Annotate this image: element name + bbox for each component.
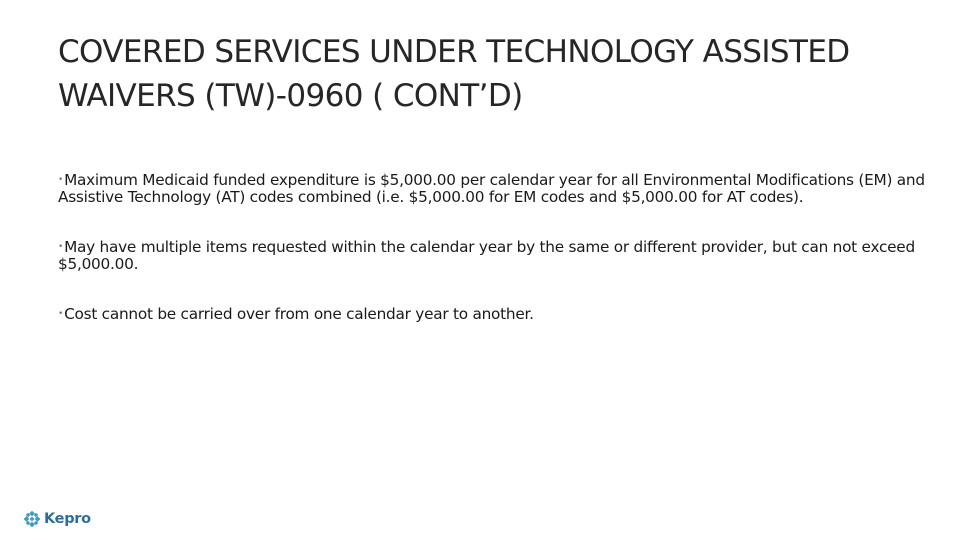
kepro-logo-icon	[24, 511, 40, 527]
bullet-list	[58, 172, 938, 323]
kepro-logo-text: Kepro	[44, 511, 91, 527]
kepro-logo	[24, 510, 91, 528]
bullet-dot-icon: •	[58, 242, 64, 252]
bullet-item	[58, 239, 938, 273]
bullet-text: Cost cannot be carried over from one calendar year to another.	[64, 305, 534, 323]
slide-title: COVERED SERVICES UNDER TECHNOLOGY ASSISTED WAIVERS (TW)-0960 ( CONT’D)	[58, 34, 850, 114]
bullet-dot-icon: •	[58, 175, 64, 185]
bullet-text: Maximum Medicaid funded expenditure is $5,000.00 per calendar year for all Environmental Modifications (EM) and Assistive Technology (AT) codes combined (i.e. $5,000.00 for EM codes and $5,000.00 for AT codes).	[58, 171, 925, 206]
bullet-dot-icon: •	[58, 309, 64, 319]
bullet-item	[58, 306, 938, 323]
bullet-text: May have multiple items requested within the calendar year by the same or different provider, but can not exceed $5,000.00.	[58, 238, 915, 273]
bullet-item	[58, 172, 938, 206]
